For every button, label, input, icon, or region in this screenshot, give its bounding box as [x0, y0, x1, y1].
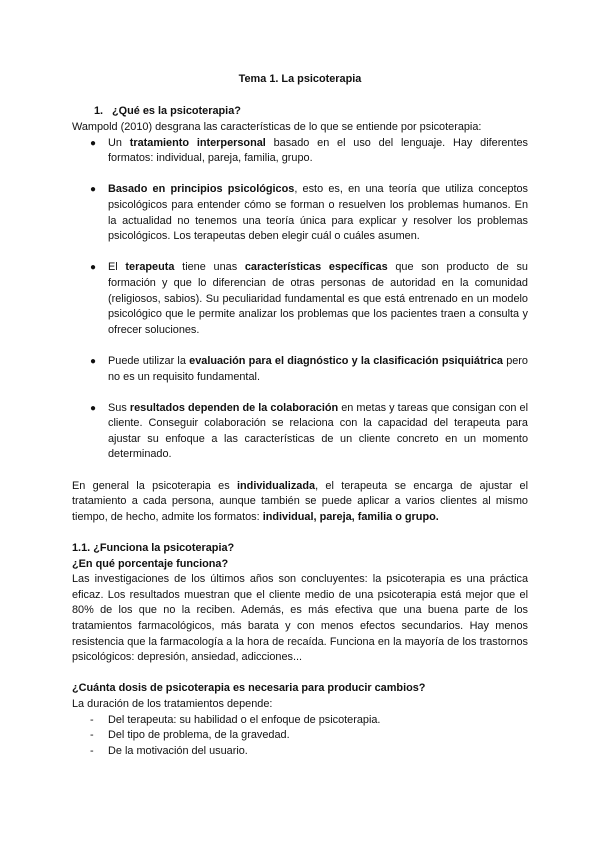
- dash-icon: -: [90, 713, 94, 726]
- text-run: El: [108, 261, 126, 274]
- bold-run: individual, pareja, familia o grupo.: [262, 510, 439, 523]
- text-run: Un: [108, 136, 130, 149]
- intro-paragraph: Wampold (2010) desgrana las características de lo que se entiende por psicoterapia:: [72, 121, 482, 133]
- section-1-heading: [72, 104, 528, 120]
- section-1-number: 1.: [94, 105, 104, 117]
- text-run: Puede utilizar la: [108, 354, 190, 367]
- bold-run: individualizada: [236, 479, 316, 492]
- section-1-title: ¿Qué es la psicoterapia?: [112, 105, 241, 117]
- general-paragraph: [72, 479, 528, 526]
- bold-run: resultados dependen de la colaboración: [129, 401, 339, 414]
- list-item: [72, 713, 528, 729]
- text-run: Sus: [108, 401, 130, 414]
- bold-run: características específicas: [244, 261, 388, 274]
- text-run: que son producto de su formación y que lo diferencian de otras personas de autoridad en la comunidad (religiosos, sabios). Su peculiaridad fundamental es que está entrenado en un modelo psicológico que le permite analizar los problemas que los pacientes traen a consulta y ofrecer soluciones.: [108, 261, 528, 336]
- list-item: [72, 260, 528, 338]
- bullet-icon: ●: [90, 137, 97, 149]
- list-item: [72, 354, 528, 385]
- bullet-icon: ●: [90, 262, 97, 274]
- list-item: [72, 182, 528, 244]
- spacer: [72, 525, 528, 541]
- bold-run: tratamiento interpersonal: [129, 136, 266, 149]
- bold-run: Basado en principios psicológicos: [108, 183, 295, 196]
- text-run: basado en el uso del lenguaje. Hay diferentes formatos: individual, pareja, familia, grupo.: [108, 136, 528, 165]
- text-run: tiene unas: [174, 261, 245, 274]
- characteristics-list: [72, 136, 528, 463]
- bold-run: terapeuta: [125, 261, 175, 274]
- list-item-text: Del tipo de problema, de la gravedad.: [108, 729, 290, 742]
- list-item: [72, 401, 528, 463]
- dash-icon: -: [90, 744, 94, 757]
- text-run: , esto es, en una teoría que utiliza conceptos psicológicos para entender cómo se forman o resuelven los problemas humanos. En la actualidad no tenemos una teoría única para explicar y resolver los problemas psicológicos. Los terapeutas deben elegir cuál o cuáles asumen.: [108, 183, 528, 243]
- dosis-list: [72, 713, 528, 760]
- text-run: En general la psicoterapia es: [72, 479, 237, 492]
- bullet-icon: ●: [90, 355, 97, 367]
- spacer: [72, 666, 528, 682]
- section-1-1-paragraph: Las investigaciones de los últimos años son concluyentes: la psicoterapia es una práctica eficaz. Los resultados muestran que el cliente medio de una psicoterapia está mejor que el 80% de los que no la reciben. Además, es más efectiva que una buena parte de los tratamientos farmacológicos, más barata y con menos efectos secundarios. Hay menos resistencia que la farmacología a la hora de recaída. Funciona en la mayoría de los trastornos psicológicos: depresión, ansiedad, adicciones...: [72, 573, 528, 664]
- list-item: [72, 728, 528, 744]
- section-1-1-subheading: ¿En qué porcentaje funciona?: [72, 557, 229, 570]
- text-run: en metas y tareas que consigan con el cliente. Conseguir colaboración se relaciona con la capacidad del terapeuta para ajustar su enfoque a las características de un cliente concreto en un momento determinado.: [108, 401, 528, 461]
- bullet-icon: ●: [90, 184, 97, 196]
- document-title: Tema 1. La psicoterapia: [238, 73, 362, 85]
- list-item-text: De la motivación del usuario.: [108, 744, 248, 757]
- list-item: [72, 744, 528, 760]
- bold-run: evaluación para el diagnóstico y la clasificación psiquiátrica: [189, 354, 503, 367]
- list-item-text: Del terapeuta: su habilidad o el enfoque de psicoterapia.: [108, 713, 381, 726]
- dash-icon: -: [90, 729, 94, 742]
- list-item: [72, 136, 528, 167]
- dosis-intro: La duración de los tratamientos depende:: [72, 697, 273, 710]
- bullet-icon: ●: [90, 402, 97, 414]
- dosis-heading: ¿Cuánta dosis de psicoterapia es necesaria para producir cambios?: [72, 682, 426, 695]
- text-run: , el terapeuta se encarga de ajustar el tratamiento a cada persona, aunque también se puede aplicar a varios clientes al mismo tiempo, de hecho, admite los formatos:: [72, 479, 528, 523]
- text-run: pero no es un requisito fundamental.: [108, 354, 528, 383]
- spacer: [72, 463, 528, 479]
- section-1-1-heading: 1.1. ¿Funciona la psicoterapia?: [72, 542, 235, 555]
